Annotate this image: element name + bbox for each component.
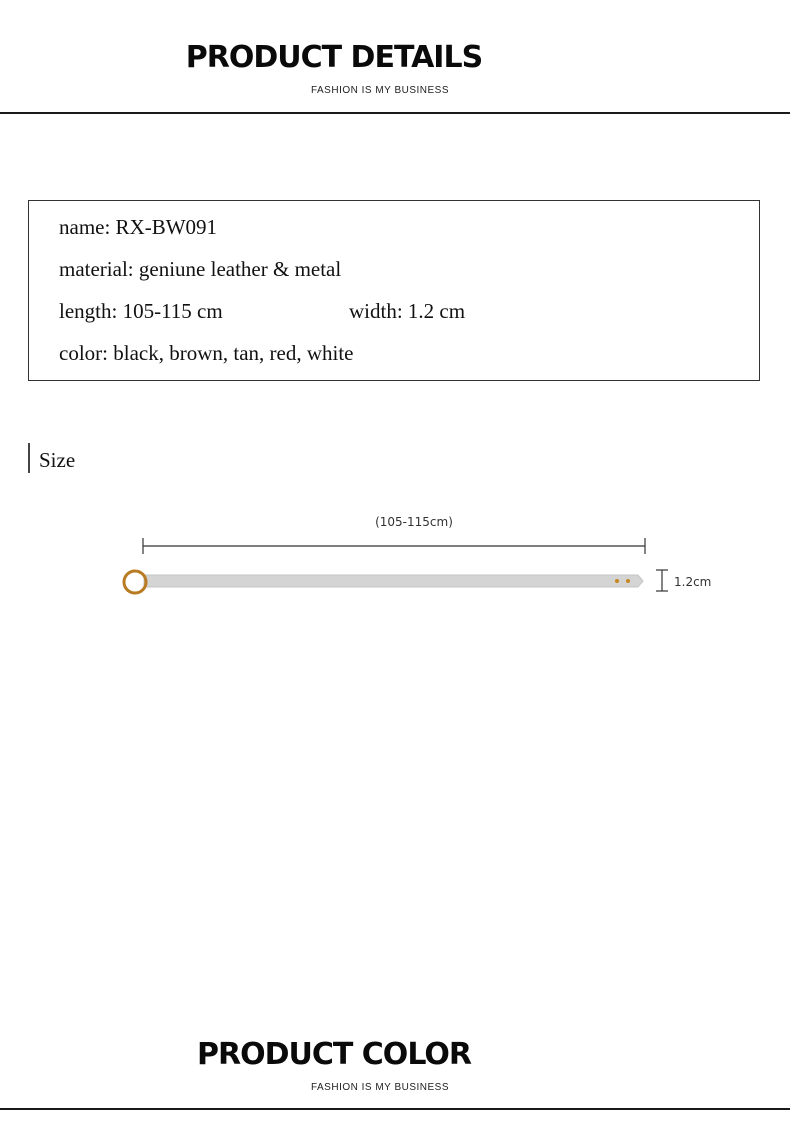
belt-size-diagram (110, 500, 730, 600)
page-title: PRODUCT DETAILS (185, 40, 483, 75)
width-dimension-label: 1.2cm (674, 575, 712, 589)
detail-length: length: 105-115 cm (59, 299, 223, 323)
size-section-marker (28, 443, 30, 473)
detail-material: material: geniune leather & metal (59, 257, 342, 281)
detail-width: width: 1.2 cm (349, 299, 466, 323)
belt-hole (615, 579, 619, 583)
section-subtitle-product-color: FASHION IS MY BUSINESS (310, 1082, 450, 1093)
belt-hole (626, 579, 630, 583)
detail-name: name: RX-BW091 (59, 215, 218, 239)
page-subtitle: FASHION IS MY BUSINESS (310, 85, 450, 96)
header-divider (0, 112, 790, 114)
detail-color: color: black, brown, tan, red, white (59, 341, 354, 365)
belt-strap (144, 575, 643, 587)
length-dimension-label: (105-115cm) (375, 515, 453, 529)
section-title-product-color: PRODUCT COLOR (197, 1037, 471, 1072)
details-box (28, 200, 760, 381)
size-section-title: Size (39, 448, 76, 472)
footer-divider (0, 1108, 790, 1110)
belt-ring-buckle (124, 571, 146, 593)
